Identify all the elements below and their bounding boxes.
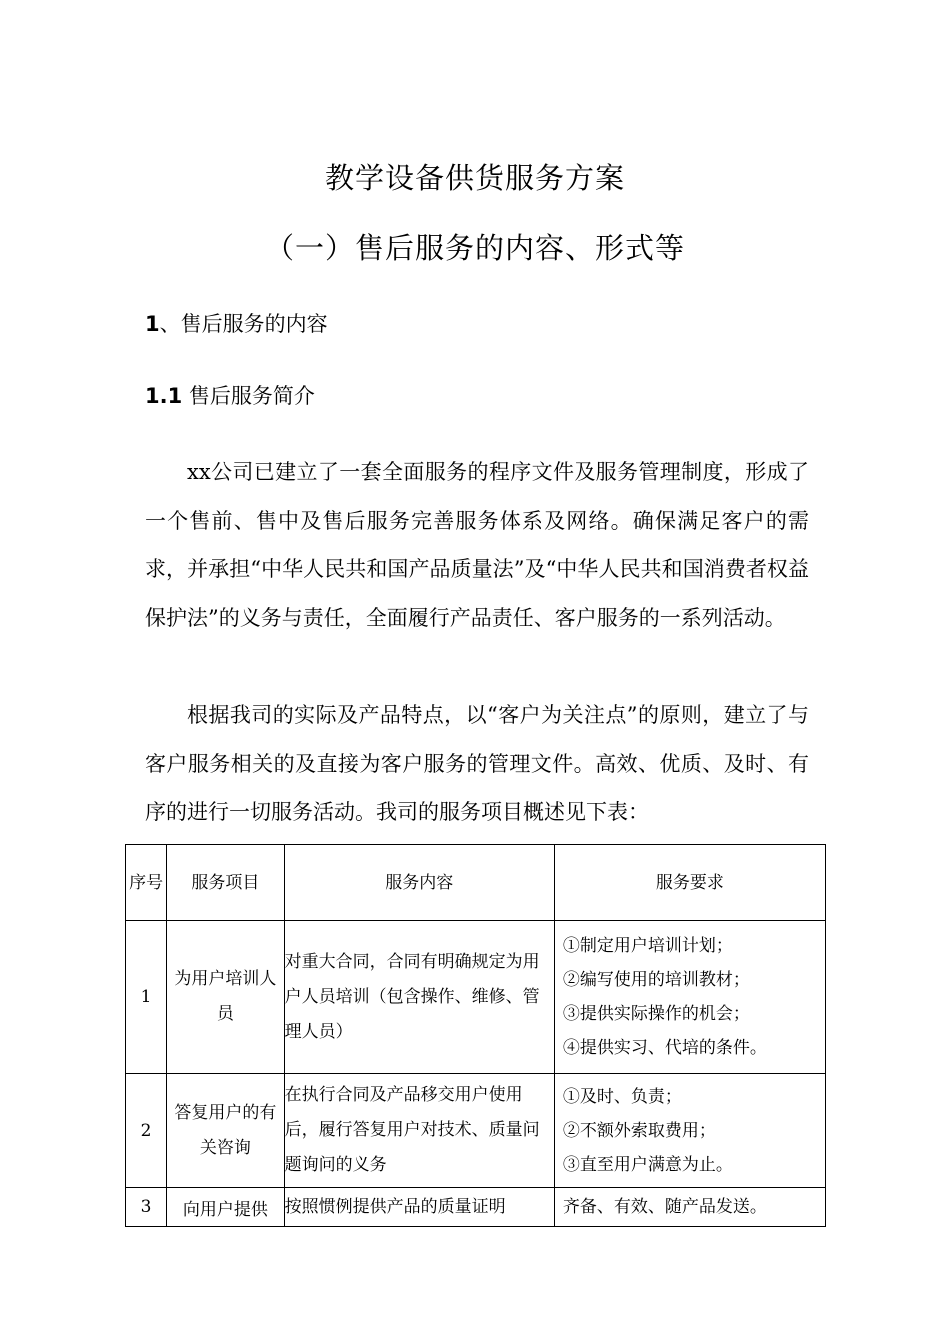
requirement-line: ③直至用户满意为止。 xyxy=(562,1154,733,1175)
row-requirements xyxy=(554,1074,825,1188)
header-requirement: 服务要求 xyxy=(554,845,825,921)
requirement-line: ④提供实习、代培的条件。 xyxy=(562,1038,767,1058)
row-requirements xyxy=(554,921,825,1074)
requirement-line: ②不额外索取费用； xyxy=(562,1120,716,1141)
section-label: 售后服务简介 xyxy=(182,384,315,408)
table-row xyxy=(126,1188,826,1227)
requirement-line: ①制定用户培训计划； xyxy=(562,936,733,956)
table-row xyxy=(126,1074,826,1188)
section-heading-1 xyxy=(145,308,328,338)
row-content: 按照惯例提供产品的质量证明 xyxy=(284,1188,554,1227)
section-number: 1 xyxy=(145,312,160,336)
row-content: 在执行合同及产品移交用户使用后，履行答复用户对技术、质量问题询问的义务 xyxy=(284,1074,554,1188)
requirement-line: 齐备、有效、随产品发送。 xyxy=(562,1197,767,1217)
section-number: 1.1 xyxy=(145,384,183,408)
row-item: 向用户提供 xyxy=(167,1188,285,1227)
document-title: 教学设备供货服务方案 xyxy=(324,161,625,195)
requirement-line: ③提供实际操作的机会； xyxy=(562,1004,750,1024)
header-content: 服务内容 xyxy=(284,845,554,921)
requirement-line: ①及时、负责； xyxy=(562,1086,682,1107)
row-content: 对重大合同，合同有明确规定为用户人员培训（包含操作、维修、管理人员） xyxy=(284,921,554,1074)
row-requirements xyxy=(554,1188,825,1227)
row-no: 1 xyxy=(126,921,167,1074)
row-item: 答复用户的有关咨询 xyxy=(167,1074,285,1188)
requirement-line: ②编写使用的培训教材； xyxy=(562,970,750,990)
row-no: 2 xyxy=(126,1074,167,1188)
row-item: 为用户培训人员 xyxy=(167,921,285,1074)
document-subtitle: （一）售后服务的内容、形式等 xyxy=(264,231,685,265)
service-table xyxy=(125,844,826,1227)
principle-paragraph: 根据我司的实际及产品特点，以“客户为关注点”的原则，建立了与客户服务相关的及直接为客户服务的管理文件。高效、优质、及时、有序的进行一切服务活动。我司的服务项目概述见下表： xyxy=(145,703,809,824)
section-heading-1-1 xyxy=(145,380,315,410)
intro-paragraph: xx公司已建立了一套全面服务的程序文件及服务管理制度，形成了一个售前、售中及售后服务完善服务体系及网络。确保满足客户的需求，并承担“中华人民共和国产品质量法”及“中华人民共和国消费者权益保护法”的义务与责任，全面履行产品责任、客户服务的一系列活动。 xyxy=(145,460,809,630)
row-no: 3 xyxy=(126,1188,167,1227)
header-item: 服务项目 xyxy=(167,845,285,921)
header-no: 序号 xyxy=(126,845,167,921)
section-label: 、售后服务的内容 xyxy=(159,312,328,336)
table-header-row xyxy=(126,845,826,921)
table-row xyxy=(126,921,826,1074)
